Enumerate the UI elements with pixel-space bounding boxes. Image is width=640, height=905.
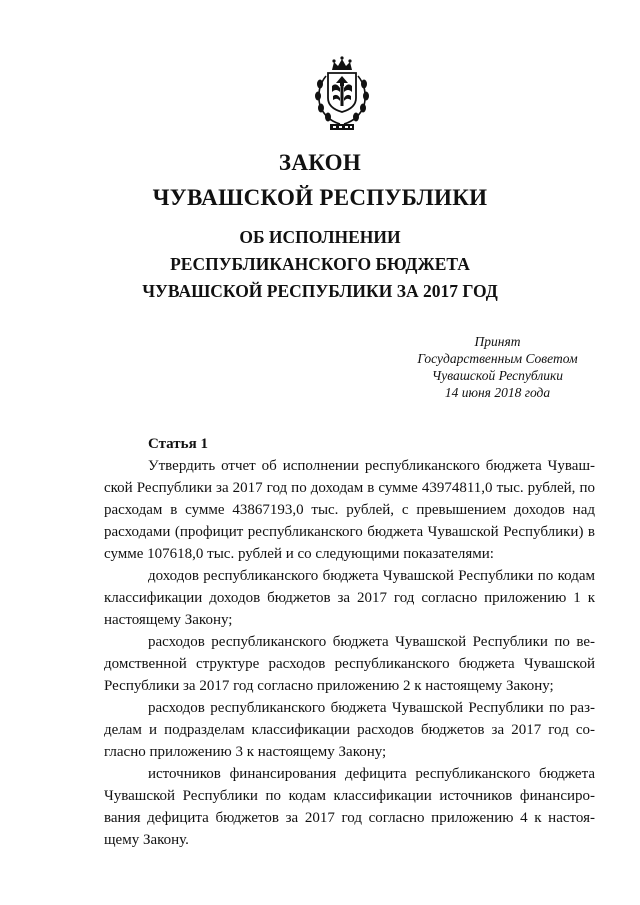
- law-subject-line-1: ОБ ИСПОЛНЕНИИ: [239, 227, 401, 247]
- adoption-line-1: Принят: [474, 334, 521, 349]
- adoption-line-2: Государственным Советом: [417, 351, 578, 366]
- article-body: [104, 455, 595, 851]
- article-paragraph: источников финансирования дефицита республиканского бюджета Чувашской Республики по кодам классификации источников финансирования дефицита бюджетов за 2017 год согласно приложению 4 к настоящему Закону.: [104, 766, 595, 848]
- chuvash-republic-emblem-icon: [310, 56, 374, 136]
- article-paragraph: Утвердить отчет об исполнении республиканского бюджета Чувашской Республики за 2017 год по доходам в сумме 43974811,0 тыс. рублей, по расходам в сумме 43867193,0 тыс. рублей, с превышением доходов над расходами (профицит республиканского бюджета Чувашской Республики) в сумме 107618,0 тыс. рублей и со следующими показателями:: [104, 458, 595, 562]
- law-subject-line-2: РЕСПУБЛИКАНСКОГО БЮДЖЕТА: [170, 254, 470, 274]
- law-title-line-2: ЧУВАШСКОЙ РЕСПУБЛИКИ: [152, 185, 488, 210]
- adoption-date: 14 июня 2018 года: [444, 385, 551, 400]
- article-paragraph: расходов республиканского бюджета Чувашской Республики по ведомственной структуре расходов республиканского бюджета Чувашской Республики за 2017 год согласно приложению 2 к настоящему Закону;: [104, 634, 595, 694]
- law-title-line-1: ЗАКОН: [278, 150, 362, 175]
- article-paragraph: доходов республиканского бюджета Чувашской Республики по кодам классификации доходов бюджетов за 2017 год согласно приложению 1 к настоящему Закону;: [104, 568, 595, 628]
- article-paragraph: расходов республиканского бюджета Чувашской Республики по разделам и подразделам классификации расходов бюджетов за 2017 год согласно приложению 3 к настоящему Закону;: [104, 700, 595, 760]
- law-subject-line-3: ЧУВАШСКОЙ РЕСПУБЛИКИ ЗА 2017 ГОД: [142, 281, 498, 301]
- adoption-line-3: Чувашской Республики: [431, 368, 564, 383]
- article-heading: Статья 1: [148, 436, 208, 452]
